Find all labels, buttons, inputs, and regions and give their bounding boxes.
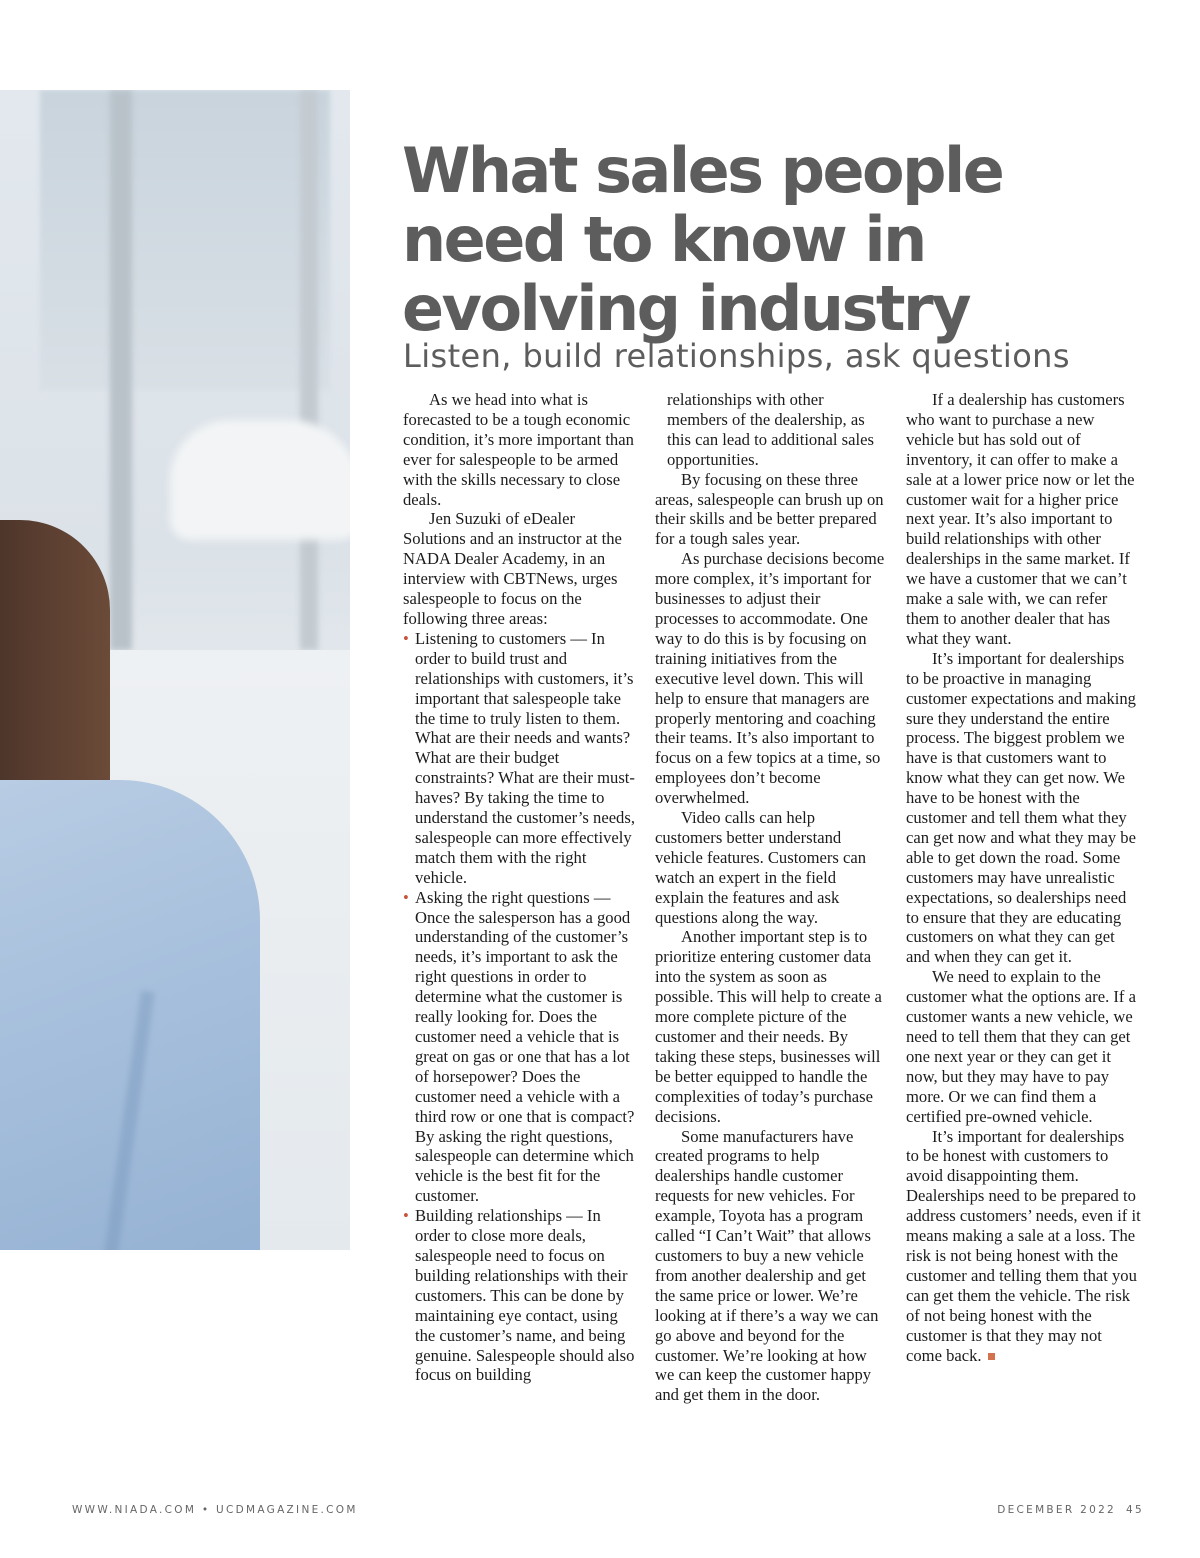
body-paragraph: Jen Suzuki of eDealer Solutions and an instructor at the NADA Dealer Academy, in an interview with CBTNews, urges salespeople to focus on the following three areas: — [403, 509, 622, 628]
body-paragraph: If a dealership has customers who want to purchase a new vehicle but has sold out of inventory, it can offer to make a sale at a lower price now or let the customer wait for a higher price next year. It’s also important to build relationships with other dealerships in the same market. If we have a customer that we can’t make a sale with, we can refer them to another dealer that has what they want. — [906, 390, 1135, 648]
body-paragraph: As purchase decisions become more complex, it’s important for businesses to adjust their processes to accommodate. One way to do this is by focusing on training initiatives from the executive level down. This will help to ensure that managers are properly mentoring and coaching their teams. It’s also important to focus on a few topics at a time, so employees don’t become overwhelmed. — [655, 549, 885, 808]
bullet-item — [403, 629, 635, 888]
body-paragraph: It’s important for dealerships to be proactive in managing customer expectations and making sure they understand the entire process. The biggest problem we have is that customers want to know what they can get now. We have to be honest with the customer and tell them what they can get now and what they may be able to get down the road. Some customers may have unrealistic expectations, so dealerships need to ensure that they are educating customers on what they can get and when they can get it. — [906, 648, 1136, 967]
bullet-icon: • — [403, 887, 409, 907]
body-column-1 — [403, 390, 635, 1385]
body-paragraph: We need to explain to the customer what the options are. If a customer wants a new vehicle, we need to tell them that they can get one next year or they can get it now, but they may have to pay more. Or we can find them a certified pre-owned vehicle. — [906, 967, 1136, 1126]
article-subhead: Listen, build relationships, ask questions — [403, 337, 1070, 375]
headline-line: What sales people — [402, 134, 1003, 207]
body-paragraph: Another important step is to prioritize entering customer data into the system as soon as possible. This will help to create a more complete picture of the customer and their needs. By taking these steps, businesses will be better equipped to handle the complexities of today’s purchase decisions. — [655, 927, 882, 1126]
footer-websites: WWW.NIADA.COM • UCDMAGAZINE.COM — [72, 1504, 358, 1516]
bullet-item — [403, 888, 635, 1207]
page-number: 45 — [1126, 1504, 1144, 1516]
bullet-item — [403, 1206, 635, 1385]
article-photo — [0, 90, 350, 1250]
bullet-text: Listening to customers — In order to build trust and relationships with customers, it’s important that salespeople take the time to truly listen to them. What are their needs and wants? What are their budget constraints? What are their must-haves? By taking the time to understand the customer’s needs, salespeople can more effectively match them with the right vehicle. — [415, 628, 635, 887]
bullet-icon: • — [403, 1206, 409, 1226]
footer-date: DECEMBER 2022 — [997, 1504, 1117, 1516]
headline-line: need to know in — [402, 203, 925, 276]
body-paragraph-continued: relationships with other members of the dealership, as this can lead to additional sales opportunities. — [667, 390, 874, 469]
end-mark-icon — [988, 1353, 995, 1360]
photo-blurred-car — [170, 420, 350, 540]
headline-line: evolving industry — [402, 272, 970, 345]
photo-window-background — [40, 90, 330, 390]
final-paragraph-text: It’s important for dealerships to be honest with customers to avoid disappointing them. Dealerships need to be prepared to address customers’ needs, even if it means making a sale at a loss. The risk is not being honest with the customer and telling them that you can get them the vehicle. The risk of not being honest with the customer is that they may not come back. — [906, 1126, 1141, 1365]
body-paragraph: By focusing on these three areas, salespeople can brush up on their skills and be better prepared for a tough sales year. — [655, 469, 884, 549]
body-paragraph: Some manufacturers have created programs to help dealerships handle customer requests for new vehicles. For example, Toyota has a program called “I Can’t Wait” that allows customers to buy a new vehicle from another dealership and get the same price or lower. We’re looking at if there’s a way we can go above and beyond for the customer. We’re looking at how we can keep the customer happy and get them in the door. — [655, 1126, 879, 1405]
photo-pillar — [110, 90, 132, 650]
body-paragraph: As we head into what is forecasted to be a tough economic condition, it’s more important than ever for salespeople to be armed with the skills necessary to close deals. — [403, 390, 634, 509]
photo-pillar — [300, 90, 318, 650]
bullet-icon: • — [403, 628, 409, 648]
body-paragraph-final — [906, 1127, 1141, 1366]
bullet-text: Building relationships — In order to close more deals, salespeople need to focus on building relationships with their customers. This can be done by maintaining eye contact, using the customer’s name, and being genuine. Salespeople should also focus on building — [415, 1206, 635, 1385]
bullet-text: Asking the right questions — Once the salesperson has a good understanding of the customer’s needs, it’s important to ask the right questions in order to determine what the customer is really looking for. Does the customer need a vehicle that is great on gas or one that has a lot of horsepower? Does the customer need a vehicle with a third row or one that is compact? By asking the right questions, salespeople can determine which vehicle is the best fit for the customer. — [415, 887, 635, 1206]
body-column-3 — [906, 390, 1141, 1365]
body-paragraph: Video calls can help customers better understand vehicle features. Customers can watch an expert in the field explain the features and ask questions along the way. — [655, 808, 867, 927]
body-column-2 — [655, 390, 885, 1405]
footer-issue — [997, 1504, 1144, 1516]
photo-woman-shirt — [0, 780, 260, 1250]
article-headline — [402, 136, 1102, 343]
